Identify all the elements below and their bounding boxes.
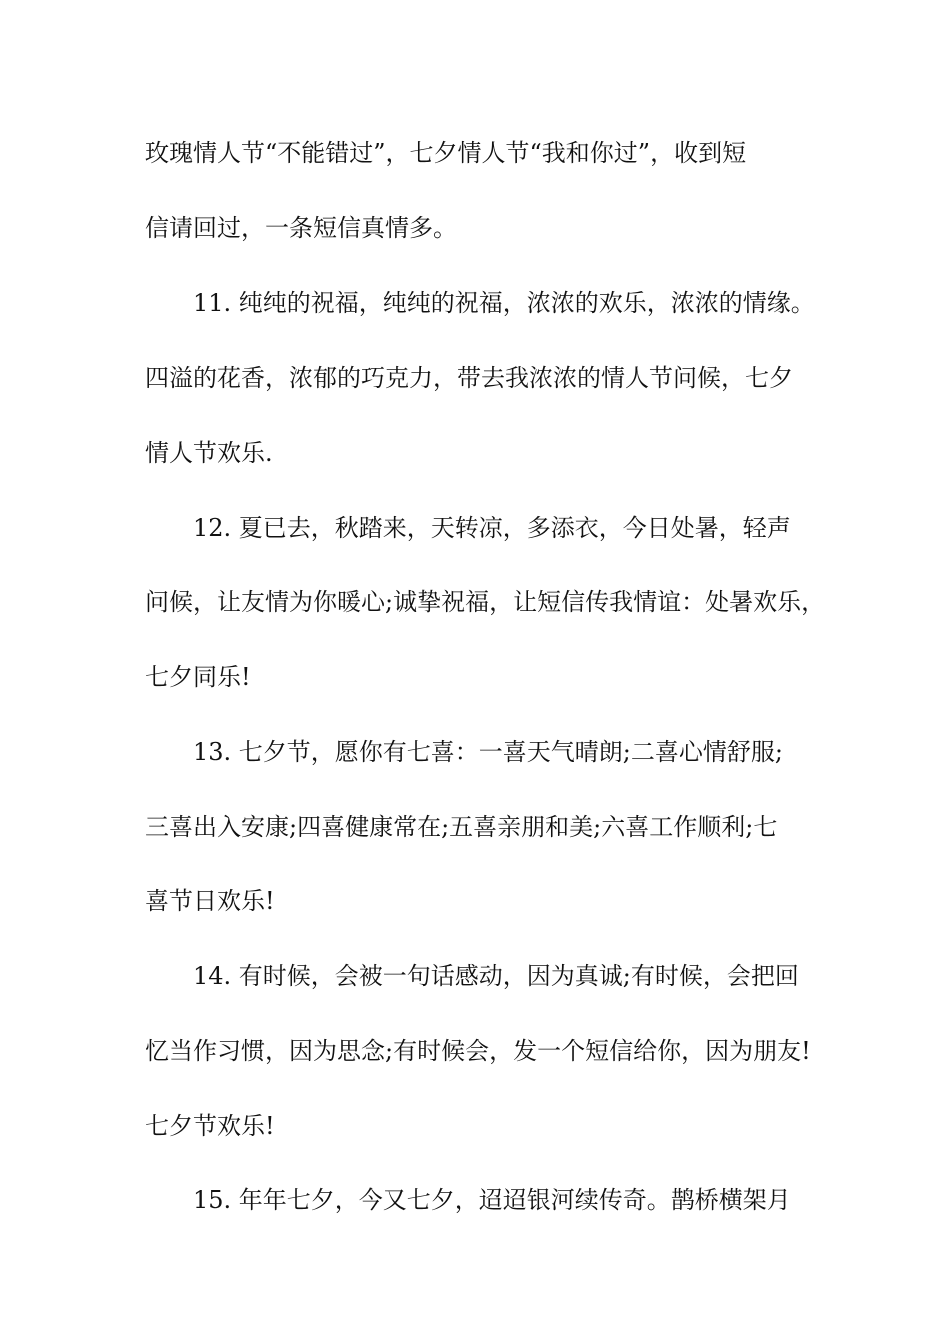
text-line: 14. 有时候，会被一句话感动，因为真诚;有时候，会把回 — [193, 962, 799, 990]
text-line: 玫瑰情人节“不能错过”，七夕情人节“我和你过”，收到短 — [145, 139, 747, 167]
text-line: 问候，让友情为你暖心;诚挚祝福，让短信传我情谊：处暑欢乐， — [145, 588, 826, 616]
text-line: 七夕节欢乐! — [145, 1112, 275, 1140]
text-line: 忆当作习惯，因为思念;有时候会，发一个短信给你，因为朋友! — [145, 1037, 811, 1065]
text-line: 四溢的花香，浓郁的巧克力，带去我浓浓的情人节问候，七夕 — [145, 364, 793, 392]
text-line: 三喜出入安康;四喜健康常在;五喜亲朋和美;六喜工作顺利;七 — [145, 813, 778, 841]
text-line: 11. 纯纯的祝福，纯纯的祝福，浓浓的欢乐，浓浓的情缘。 — [193, 289, 815, 317]
text-line: 13. 七夕节，愿你有七喜：一喜天气晴朗;二喜心情舒服; — [193, 738, 783, 766]
text-line: 信请回过，一条短信真情多。 — [145, 214, 457, 242]
text-line: 情人节欢乐. — [145, 439, 273, 467]
text-line: 七夕同乐! — [145, 663, 251, 691]
text-line: 喜节日欢乐! — [145, 887, 275, 915]
text-line: 12. 夏已去，秋踏来，天转凉，多添衣，今日处暑，轻声 — [193, 514, 791, 542]
text-line: 15. 年年七夕，今又七夕，迢迢银河续传奇。鹊桥横架月 — [193, 1186, 791, 1214]
